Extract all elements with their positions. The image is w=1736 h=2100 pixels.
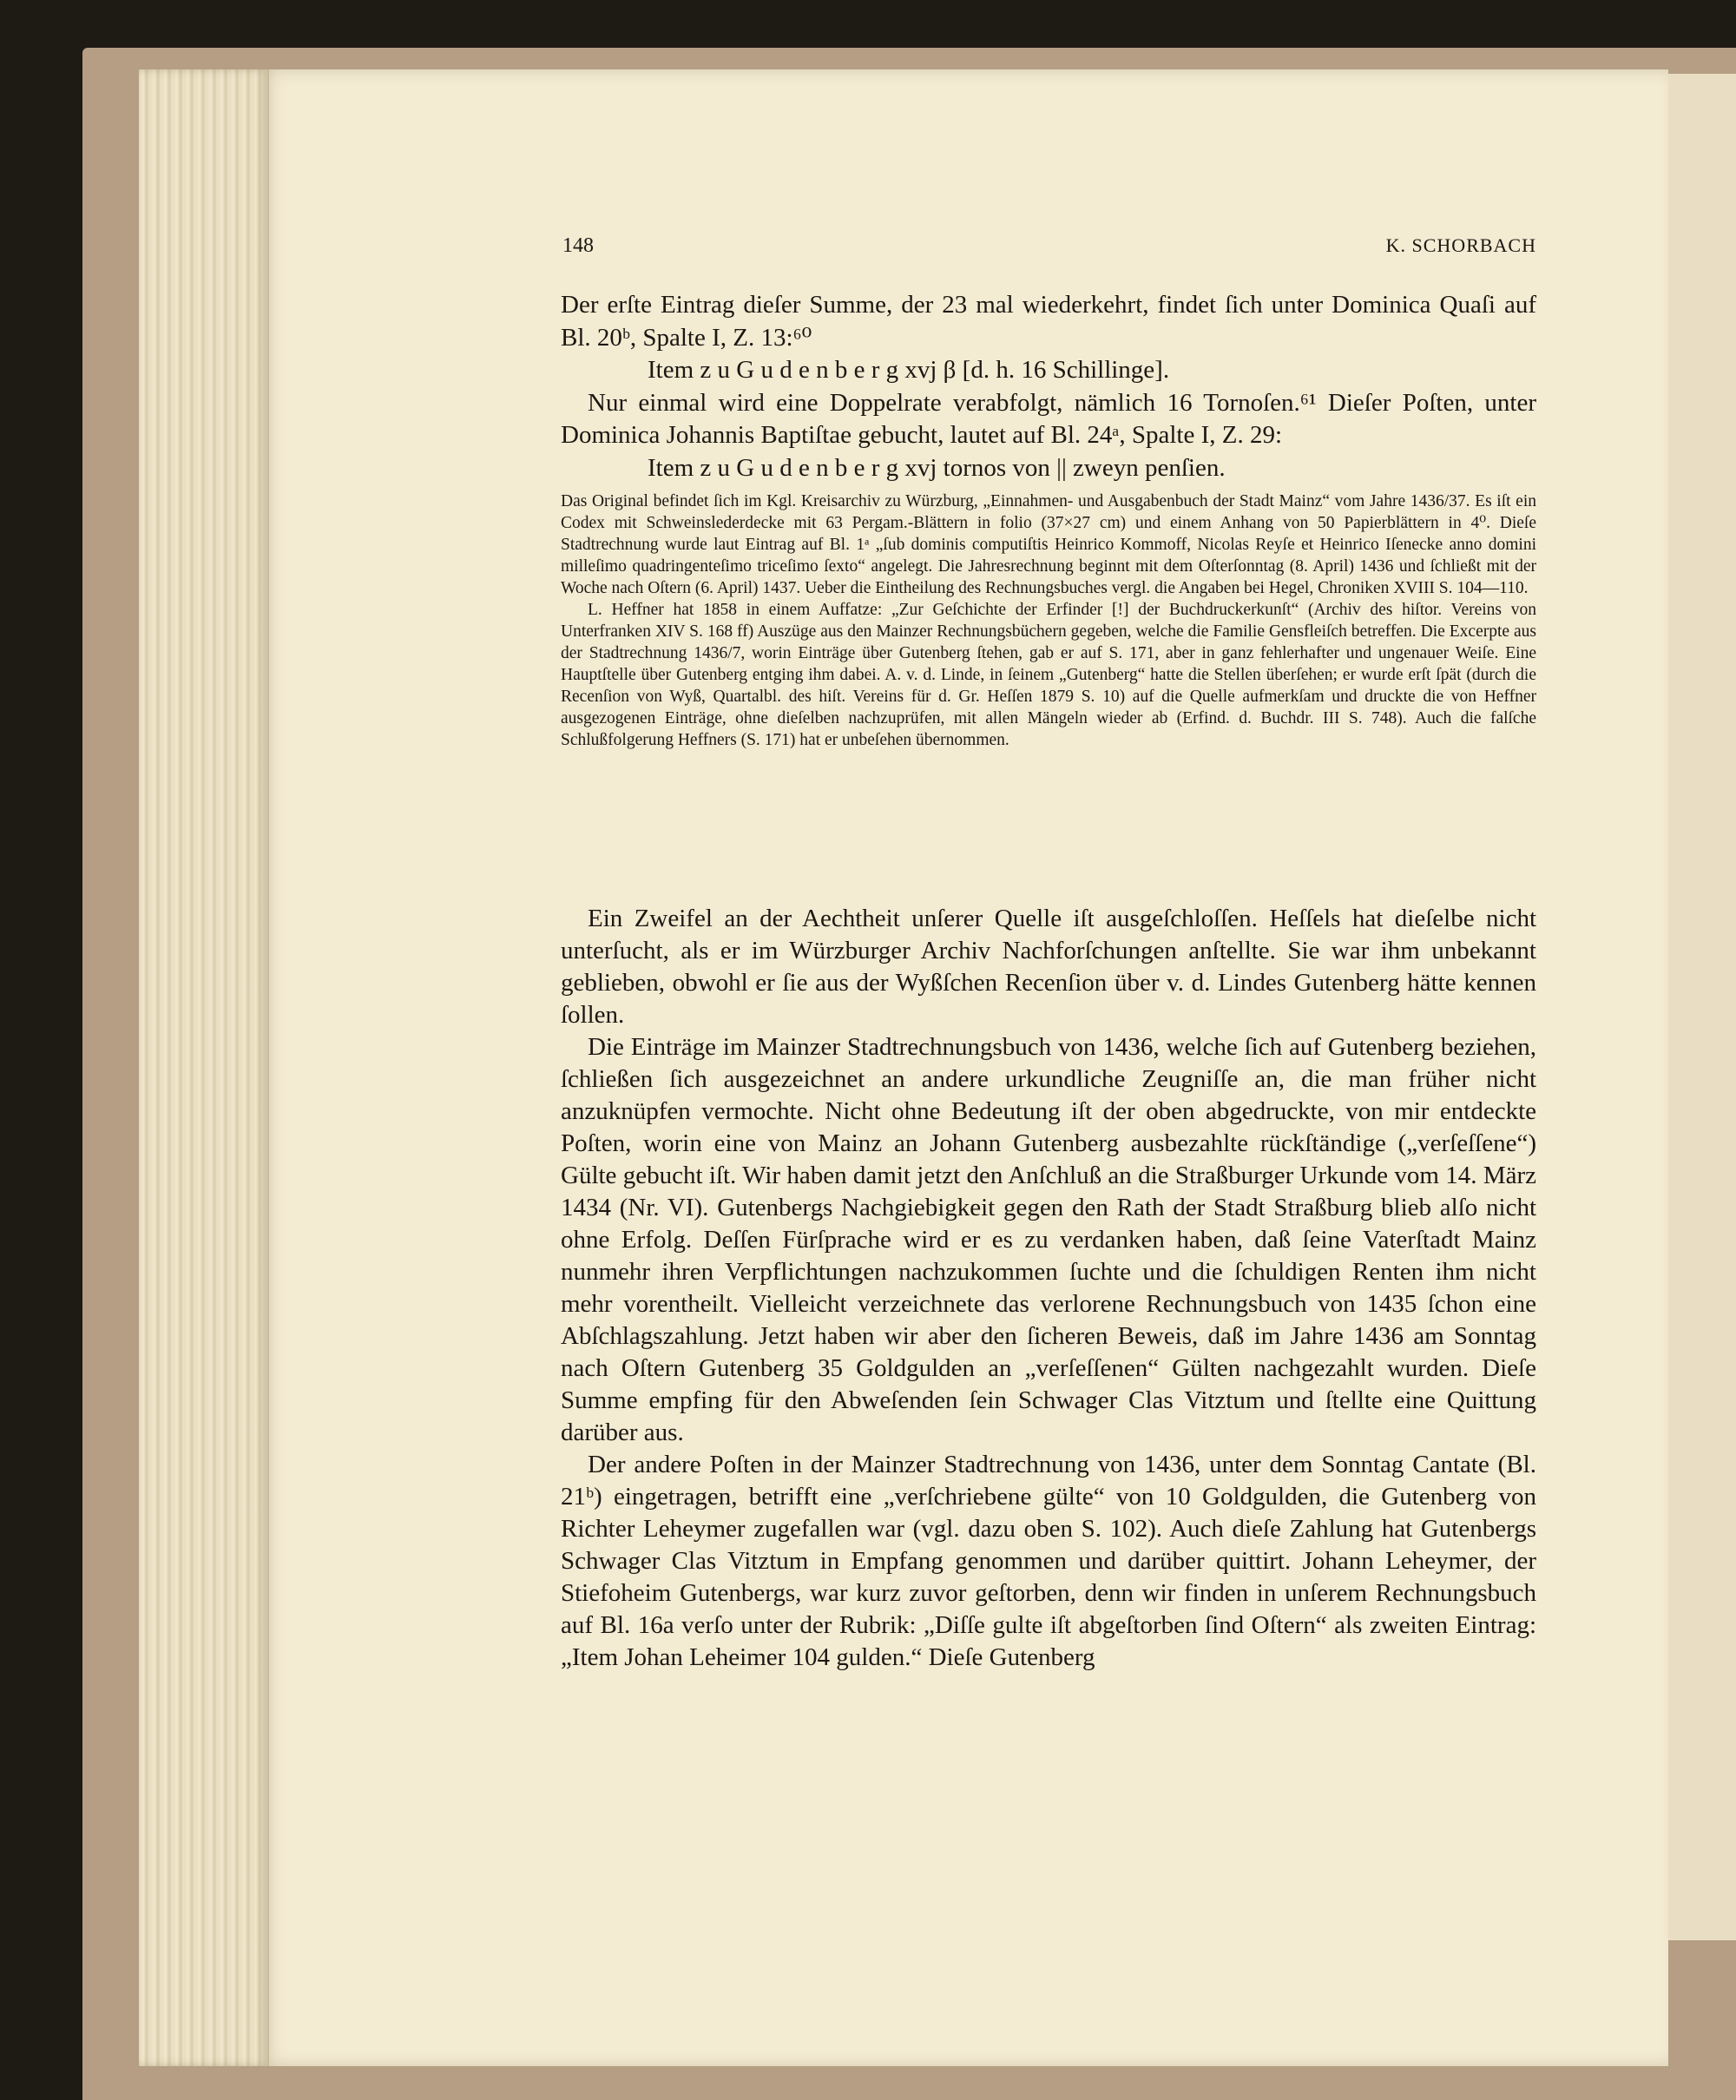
paragraph: Nur einmal wird eine Doppelrate verabfolgt, nämlich 16 Tornoſen.⁶¹ Dieſer Poſten, unter Dominica Johannis Baptiſtae gebucht, lautet auf Bl. 24ᵃ, Spalte I, Z. 29:: [561, 388, 1536, 449]
body-text-top: [561, 289, 1536, 484]
paragraph: Der andere Poſten in der Mainzer Stadtrechnung von 1436, unter dem Sonntag Cantate (Bl. 21ᵇ) eingetragen, betrifft eine „verſchriebene gülte“ von 10 Goldgulden, die Gutenberg von Richter Leheymer zugefallen war (vgl. dazu oben S. 102). Auch dieſe Zahlung hat Gutenbergs Schwager Clas Vitztum in Empfang genommen und darüber quittirt. Johann Leheymer, der Stiefoheim Gutenbergs, war kurz zuvor geſtorben, denn wir finden in unſerem Rechnungsbuch auf Bl. 16a verſo unter der Rubrik: „Diſſe gulte iſt abgeſtorben ſind Oſtern“ als zweiten Eintrag: „Item Johan Leheimer 104 gulden.“ Dieſe Gutenberg: [561, 1451, 1536, 1671]
running-head: [562, 234, 1536, 266]
body-text-bottom: [561, 903, 1536, 1674]
quoted-entry: Item z u G u d e n b e r g xvj tornos von || zweyn penſien.: [648, 453, 1226, 482]
paragraph: Der erſte Eintrag dieſer Summe, der 23 mal wiederkehrt, findet ſich unter Dominica Quaſi auf Bl. 20ᵇ, Spalte I, Z. 13:⁶⁰: [561, 291, 1536, 352]
running-head-author: K. SCHORBACH: [1385, 234, 1536, 256]
footnote-block: [561, 490, 1536, 751]
page-stack-edge: [139, 69, 269, 2066]
paragraph: Ein Zweifel an der Aechtheit unſerer Quelle iſt ausgeſchloſſen. Heſſels hat dieſelbe nicht unterſucht, als er im Würzburger Archiv Nachforſchungen anſtellte. Sie war ihm unbekannt geblieben, obwohl er ſie aus der Wyßſchen Recenſion über v. d. Lindes Gutenberg hätte kennen ſollen.: [561, 905, 1536, 1029]
page-number: 148: [562, 234, 594, 257]
paragraph: Die Einträge im Mainzer Stadtrechnungsbuch von 1436, welche ſich auf Gutenberg beziehen, ſchließen ſich ausgezeichnet an andere urkundliche Zeugniſſe an, die man früher nicht anzuknüpfen vermochte. Nicht ohne Bedeutung iſt der oben abgedruckte, von mir entdeckte Poſten, worin eine von Mainz an Johann Gutenberg ausbezahlte rückſtändige („verſeſſene“) Gülte gebucht iſt. Wir haben damit jetzt den Anſchluß an die Straßburger Urkunde vom 14. März 1434 (Nr. VI). Gutenbergs Nachgiebigkeit gegen den Rath der Stadt Straßburg blieb alſo nicht ohne Erfolg. Deſſen Fürſprache wird er es zu verdanken haben, daß ſeine Vaterſtadt Mainz nunmehr ihren Verpflichtungen nachzukommen ſuchte und die ſchuldigen Renten ihm nicht mehr vorentheilt. Vielleicht verzeichnete das verlorene Rechnungsbuch von 1435 ſchon eine Abſchlagszahlung. Jetzt haben wir aber den ſicheren Beweis, daß im Jahre 1436 am Sonntag nach Oſtern Gutenberg 35 Goldgulden an „verſeſſenen“ Gülten nachgezahlt wurden. Dieſe Summe empfing für den Abweſenden ſein Schwager Clas Vitztum und ſtellte eine Quittung darüber aus.: [561, 1033, 1536, 1446]
adjacent-page: [1662, 74, 1736, 1940]
footnote-paragraph: L. Heffner hat 1858 in einem Auffatze: „Zur Geſchichte der Erfinder [!] der Buchdruckerkunſt“ (Archiv des hiſtor. Vereins von Unterfranken XIV S. 168 ff) Auszüge aus den Mainzer Rechnungsbüchern gegeben, welche die Familie Gensfleiſch betreffen. Die Excerpte aus der Stadtrechnung 1436/7, worin Einträge über Gutenberg ſtehen, gab er auf S. 171, aber in ganz fehlerhafter und ungenauer Weiſe. Eine Hauptſtelle über Gutenberg entging ihm dabei. A. v. d. Linde, in ſeinem „Gutenberg“ hatte die Stellen überſehen; er wurde erſt ſpät (durch die Recenſion von Wyß, Quartalbl. des hiſt. Vereins für d. Gr. Heſſen 1879 S. 10) auf die Quelle aufmerkſam und druckte die von Heffner ausgezogenen Einträge, ohne dieſelben nachzuprüfen, mit allen Mängeln wieder ab (Erfind. d. Buchdr. III S. 748). Auch die falſche Schlußfolgerung Heffners (S. 171) hat er unbeſehen übernommen.: [561, 601, 1536, 749]
quoted-entry: Item z u G u d e n b e r g xvj β [d. h. 16 Schillinge].: [648, 356, 1170, 384]
footnote-paragraph: Das Original befindet ſich im Kgl. Kreisarchiv zu Würzburg, „Einnahmen- und Ausgabenbuch der Stadt Mainz“ vom Jahre 1436/37. Es iſt ein Codex mit Schweinslederdecke mit 63 Pergam.-Blättern in folio (37×27 cm) und einem Anhang von 50 Papierblättern in 4⁰. Dieſe Stadtrechnung wurde laut Eintrag auf Bl. 1ᵃ „ſub dominis computiſtis Heinrico Kommoff, Nicolas Reyſe et Heinrico Iſenecke anno domini milleſimo quadringenteſimo triceſimo ſexto“ angelegt. Die Jahresrechnung beginnt mit dem Oſterſonntag (8. April) 1436 und ſchließt mit der Woche nach Oſtern (6. April) 1437. Ueber die Eintheilung des Rechnungsbuches vergl. die Angaben bei Hegel, Chroniken XVIII S. 104—110.: [561, 492, 1536, 597]
